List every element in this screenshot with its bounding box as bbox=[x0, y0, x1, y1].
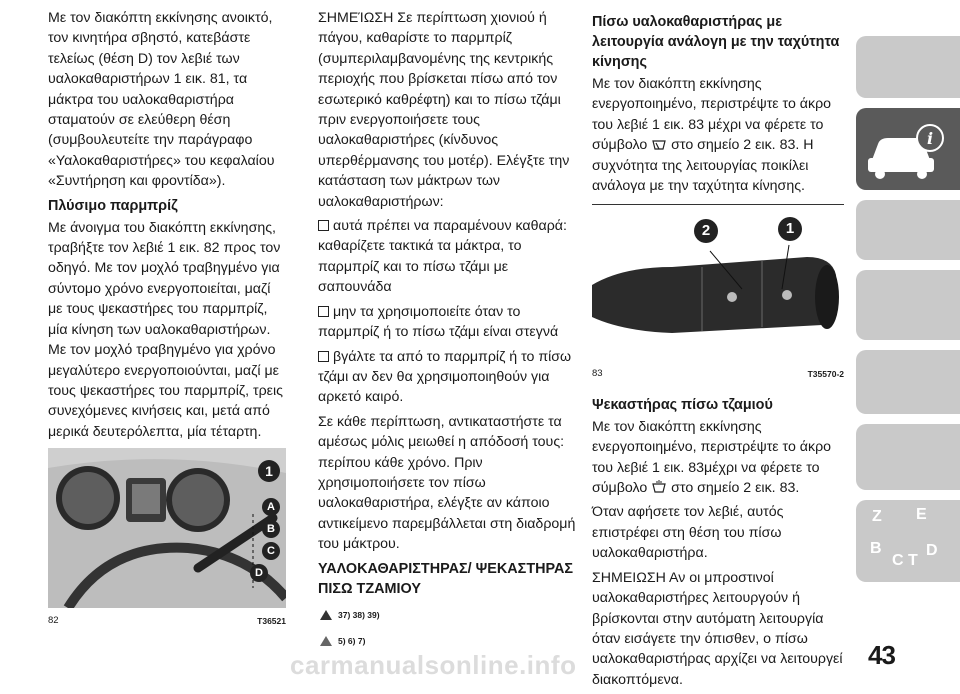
warning-ref-2 bbox=[318, 631, 576, 651]
paragraph: Με άνοιγμα του διακόπτη εκκίνησης, τραβήξτε τον λεβιέ 1 εικ. 82 προς τον οδηγό. Με τον μοχλό τραβηγμένο για σύντομο χρόνο ενεργοποιείται, μαζί με τους ψεκαστήρες του παρμπρίζ, μία κίνηση των υαλοκαθαριστήρων. Με τον μοχλό τραβηγμένο για χρόνο μεγαλύτερο ενεργοποιούνται, μαζί με τους ψεκαστήρες του παρμπρίζ, τρεις συνεχόμενες κινήσεις και, μετά από μερικά δευτερόλεπτα, μία τέταρτη. bbox=[48, 219, 283, 440]
column-2 bbox=[318, 8, 576, 655]
checkbox-bullet-icon bbox=[318, 306, 329, 317]
index-letter: B bbox=[870, 540, 882, 557]
paragraph: Με τον διακόπτη εκκίνησης ανοικτό, τον κινητήρα σβηστό, κατεβάστε τελείως (θέση D) τον λεβιέ των υαλοκαθαριστήρων 1 εικ. 81, τα μάκτρα του υαλοκαθαριστήρα σταματούν σε ελεύθερη θέση (συμβουλευτείτε την παράγραφο «Υαλοκαθαριστήρες» του κεφαλαίου «Συντήρηση και φροντίδα»). bbox=[48, 10, 275, 190]
rear-washer-symbol-icon bbox=[651, 480, 667, 494]
heading-rear-washer: Ψεκαστήρας πίσω τζαμιού bbox=[592, 396, 773, 413]
callout-d: D bbox=[250, 564, 268, 582]
column-3 bbox=[592, 8, 844, 694]
callout-c: C bbox=[262, 542, 280, 560]
chapter-tab-active[interactable] bbox=[856, 108, 960, 190]
alphabet-index-icon bbox=[856, 500, 952, 582]
heading-windscreen-wash: Πλύσιμο παρμπρίζ bbox=[48, 197, 178, 214]
figure-82-caption bbox=[48, 611, 286, 631]
index-letter: E bbox=[916, 506, 927, 523]
paragraph: Σε κάθε περίπτωση, αντικαταστήστε τα αμέσως μόλις μειωθεί η απόδοσή τους: περίπου κάθε χρόνο. Πριν χρησιμοποιήσετε τον πίσω υαλοκαθαριστήρα, ελέγξτε αν κάποιο αντικείμενο παρεμβάλλεται στη διαδρομή του μάκτρου. bbox=[318, 413, 576, 553]
chapter-tab[interactable] bbox=[856, 350, 960, 414]
warning-ref-text: 37) 38) 39) bbox=[338, 609, 380, 620]
lever-illustration bbox=[592, 205, 844, 361]
bullet-text: αυτά πρέπει να παραμένουν καθαρά: καθαρίζετε τακτικά τα μάκτρα, το παρμπρίζ και το πίσω τζάμι με σαπουνάδα bbox=[318, 218, 567, 296]
caution-icon bbox=[318, 634, 334, 648]
paragraph bbox=[592, 74, 844, 196]
heading-rear-wiper-speed: Πίσω υαλοκαθαριστήρας με λειτουργία ανάλογη με την ταχύτητα κίνησης bbox=[592, 14, 840, 70]
index-letter: Z bbox=[872, 508, 882, 525]
callout-1: 1 bbox=[778, 217, 802, 241]
index-letter: D bbox=[926, 542, 938, 559]
bullet-item bbox=[318, 302, 576, 343]
text-part: στο σημείο 2 εικ. 83. bbox=[671, 480, 800, 497]
column-1 bbox=[48, 8, 286, 632]
chapter-tab[interactable] bbox=[856, 200, 960, 260]
bullet-item bbox=[318, 347, 576, 408]
callout-2: 2 bbox=[694, 219, 718, 243]
text-part: στο σημείο 2 εικ. 83. Η συχνότητα της λειτουργίας ποικίλει ανάλογα με την ταχύτητα κίνησης. bbox=[592, 137, 814, 195]
index-letter: C bbox=[892, 552, 904, 569]
chapter-tab[interactable] bbox=[856, 424, 960, 490]
callout-1: 1 bbox=[258, 460, 280, 482]
bullet-text: μην τα χρησιμοποιείτε όταν το παρμπρίζ ή το πίσω τζάμι είναι στεγνά bbox=[318, 303, 559, 341]
text-part: Με τον διακόπτη εκκίνησης ενεργοποιημένο, περιστρέψτε το άκρο του λεβιέ 1 εικ. 83μέχρι να φέρετε το σύμβολο bbox=[592, 418, 832, 497]
figure-83 bbox=[592, 205, 844, 361]
paragraph: Όταν αφήσετε τον λεβιέ, αυτός επιστρέφει στη θέση του πίσω υαλοκαθαριστήρα. bbox=[592, 504, 784, 562]
chapter-tab[interactable] bbox=[856, 270, 960, 340]
chapter-tab[interactable] bbox=[856, 36, 960, 98]
checkbox-bullet-icon bbox=[318, 220, 329, 231]
watermark: carmanualsonline.info bbox=[290, 650, 577, 680]
index-letter: T bbox=[908, 552, 918, 569]
figure-code: T36521 bbox=[257, 616, 286, 627]
chapter-tab-index[interactable] bbox=[856, 500, 960, 582]
warning-ref-1 bbox=[318, 605, 576, 625]
figure-code: T35570-2 bbox=[807, 369, 844, 380]
figure-82 bbox=[48, 448, 286, 608]
svg-text:i: i bbox=[926, 129, 934, 148]
warning-ref-text: 5) 6) 7) bbox=[338, 635, 366, 646]
figure-number: 83 bbox=[592, 368, 603, 380]
note-paragraph: ΣΗΜΕΙΩΣΗ Αν οι μπροστινοί υαλοκαθαριστήρες λειτουργούν ή βρίσκονται στην αυτόματη λειτουργία όταν εισάγετε την όπισθεν, ο πίσω υαλοκαθαριστήρας αρχίζει να λειτουργεί διακοπτόμενα. bbox=[592, 569, 843, 688]
checkbox-bullet-icon bbox=[318, 351, 329, 362]
note-paragraph: ΣΗΜΕΊΩΣΗ Σε περίπτωση χιονιού ή πάγου, καθαρίστε το παρμπρίζ (συμπεριλαμβανομένης της κεντρικής περιοχής που βρίσκεται πίσω από τον εσωτερικό καθρέφτη) και το πίσω τζάμι πριν ενεργοποιήσετε τους υαλοκαθαριστήρες (κίνδυνος υπερθέρμανσης του μοτέρ). Ελέγξτε την κατάσταση των μάκτρων των υαλοκαθαριστήρων: bbox=[318, 10, 570, 210]
bullet-text: βγάλτε τα από το παρμπρίζ ή το πίσω τζάμι αν δεν θα χρησιμοποιηθούν για αρκετό καιρό. bbox=[318, 348, 572, 406]
heading-rear-wiper: ΥΑΛΟΚΑΘΑΡΙΣΤΗΡΑΣ/ ΨΕΚΑΣΤΗΡΑΣ ΠΙΣΩ ΤΖΑΜΙΟΥ bbox=[318, 560, 574, 597]
hand-warning-icon bbox=[318, 608, 334, 622]
rear-wiper-symbol-icon bbox=[651, 138, 667, 151]
dashboard-illustration bbox=[48, 448, 286, 608]
callout-b: B bbox=[262, 520, 280, 538]
figure-number: 82 bbox=[48, 615, 59, 627]
car-info-icon bbox=[856, 108, 952, 190]
callout-a: A bbox=[262, 498, 280, 516]
figure-83-caption bbox=[592, 364, 844, 384]
page-number: 43 bbox=[868, 640, 895, 670]
paragraph bbox=[592, 417, 844, 499]
chapter-tabs bbox=[854, 36, 960, 646]
text-part: Με τον διακόπτη εκκίνησης ενεργοποιημένο, περιστρέψτε το άκρο του λεβιέ 1 εικ. 83 μέχρι να φέρετε το σύμβολο bbox=[592, 76, 832, 154]
bullet-item bbox=[318, 216, 576, 298]
